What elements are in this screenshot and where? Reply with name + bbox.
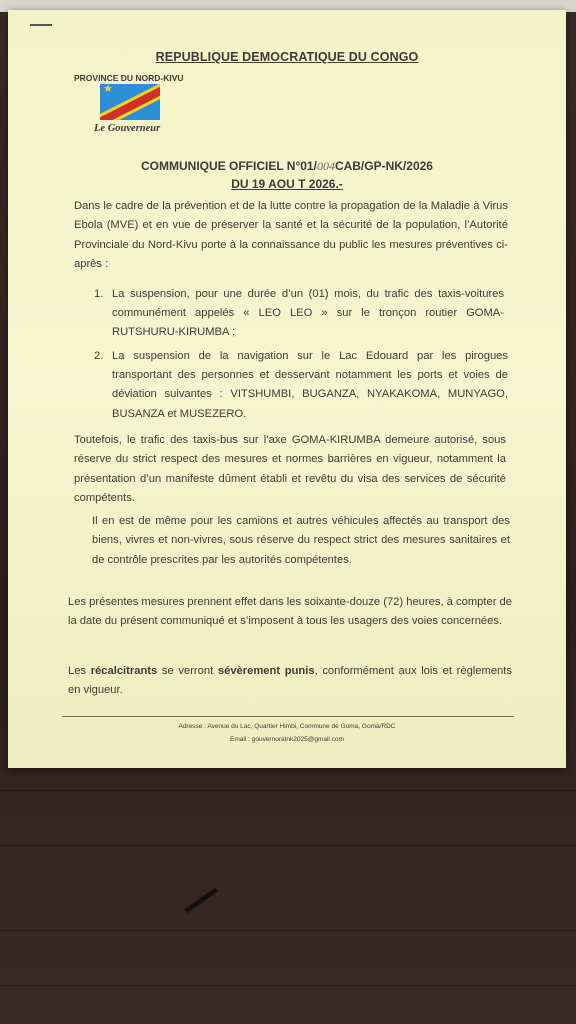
corner-mark: [30, 24, 52, 26]
intro-paragraph: Dans le cadre de la prévention et de la lutte contre la propagation de la Maladie à Virus Ebola (MVE) et en vue de préserver la santé et la sécurité de la population, l’Autorité Provinciale du Nord-Kivu porte à la connaissance du public les mesures préventives ci-après :: [74, 200, 508, 271]
footer-divider: [62, 716, 514, 717]
footer-email: Email : gouvernoratnk2025@gmail.com: [230, 736, 344, 743]
list-item-number: 2.: [94, 350, 104, 362]
sanctions-paragraph: [68, 662, 512, 701]
toutefois-paragraph: Toutefois, le trafic des taxis-bus sur l’axe GOMA-KIRUMBA demeure autorisé, sous réserve du strict respect des mesures et normes barrières en vigueur, notamment la présentation d’un manifeste dûment établi et revêtu du visa des services de sécurité compétents.: [74, 434, 506, 505]
list-item: [94, 347, 508, 424]
title-prefix: COMMUNIQUE OFFICIEL N°01/: [141, 159, 317, 173]
communique-date: DU 19 AOU T 2026.-: [231, 177, 343, 191]
flag-star-icon: ★: [103, 84, 113, 95]
province-label: PROVINCE DU NORD-KIVU: [74, 73, 184, 83]
republic-heading: REPUBLIQUE DEMOCRATIQUE DU CONGO: [155, 50, 419, 64]
title-number-handwritten: 004: [316, 159, 335, 173]
list-item-number: 1.: [94, 288, 104, 300]
list-item: [94, 285, 504, 343]
document-page: [8, 10, 566, 768]
table-mark: [184, 888, 218, 914]
sanctions-text: se verront: [157, 665, 218, 677]
title-suffix: CAB/GP-NK/2026: [334, 159, 433, 173]
list-item-text: La suspension de la navigation sur le Lac Edouard par les pirogues transportant des personnes et desservant notamment les ports et voies de déviation suivantes : VITSHUMBI, BUGANZA, NYAKAKOMA, MUNYAGO, BUSANZA et MUSEZERO.: [112, 350, 508, 420]
list-item-text: La suspension, pour une durée d’un (01) mois, du trafic des taxis-voitures communément appelés « LEO LEO » sur le tronçon routier GOMA-RUTSHURU-KIRUMBA ;: [112, 288, 504, 339]
drc-flag-icon: [100, 84, 160, 120]
vehicles-paragraph: Il en est de même pour les camions et autres véhicules affectés au transport des biens, vivres et non-vivres, sous réserve du respect strict des mesures sanitaires et de contrôle prescrites par les autorités compétentes.: [92, 515, 510, 566]
sanctions-bold: sévèrement punis: [217, 665, 315, 677]
sanctions-text: , conformément aux lois et règlements en vigueur.: [68, 665, 512, 697]
table-grain: [0, 790, 576, 791]
table-grain: [0, 930, 576, 931]
table-grain: [0, 985, 576, 986]
effect-paragraph: Les présentes mesures prennent effet dans les soixante-douze (72) heures, à compter de la date du présent communiqué et s’imposent à tous les usagers des voies concernées.: [68, 596, 512, 628]
table-grain: [0, 845, 576, 846]
communique-title: [8, 159, 566, 174]
sanctions-text: Les: [68, 665, 91, 677]
office-label: Le Gouverneur: [94, 123, 161, 134]
sanctions-bold: récalcitrants: [90, 665, 158, 677]
footer-address: Adresse : Avenue du Lac, Quartier Himbi, Commune de Goma, Goma/RDC: [178, 723, 396, 730]
